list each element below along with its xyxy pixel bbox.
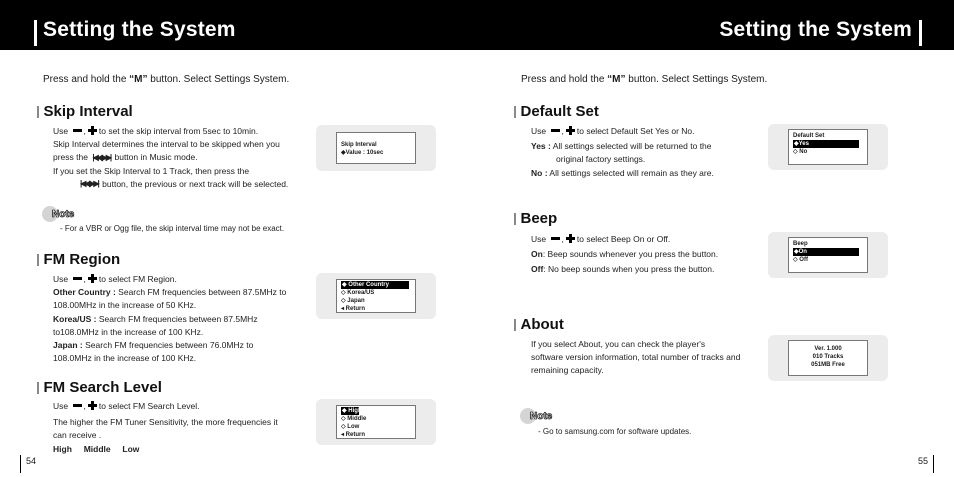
minus-icon <box>551 237 560 240</box>
plus-icon <box>88 401 97 410</box>
intro-text-after: button. Select Settings System. <box>147 74 290 85</box>
skip-interval-lcd: Skip Interval ◆Value : 10sec <box>336 132 416 164</box>
minus-icon <box>73 277 82 280</box>
left-intro <box>43 74 289 85</box>
default-set-body: Use , to select Default Set Yes or No. Yes : All settings selected will be returned to the original factory settings. No : All settings selected will remain as they are. <box>531 126 714 178</box>
fm-search-level-body: Use , to select FM Search Level. The higher the FM Tuner Sensitivity, the more frequencies it can receive . High Middle Low <box>53 401 278 454</box>
m-button-label: “M” <box>607 74 626 85</box>
about-heading: About <box>514 316 564 333</box>
skip-interval-heading: Skip Interval <box>37 103 133 120</box>
right-page-number: 55 <box>918 456 929 466</box>
beep-display-frame <box>768 232 888 278</box>
left-page-title: Setting the System <box>43 18 236 41</box>
left-header-accent <box>34 20 37 46</box>
plus-icon <box>566 126 575 135</box>
skip-interval-display-frame <box>316 125 436 171</box>
beep-heading: Beep <box>514 210 557 227</box>
fm-search-level-heading: FM Search Level <box>37 379 162 396</box>
minus-icon <box>551 129 560 132</box>
left-header-bar <box>0 0 477 50</box>
about-display-frame <box>768 335 888 381</box>
fm-region-heading: FM Region <box>37 251 120 268</box>
right-header-accent <box>919 20 922 46</box>
right-intro: Press and hold the “M” button. Select Settings System. <box>521 74 768 85</box>
fm-region-display-frame <box>316 273 436 319</box>
left-note-heading: Note <box>42 206 74 222</box>
intro-text: Press and hold the <box>43 74 130 85</box>
about-lcd: Ver. 1.000 010 Tracks 051MB Free <box>788 340 868 376</box>
fm-region-body: Use , to select FM Region. Other Country : Search FM frequencies between 87.5MHz to 108.00MHz in the increase of 50 KHz. Korea/US : Search FM frequencies between 87.5MHz to108.0MHz in the increase of 100 KHz. Japan : Search FM frequencies between 76.0MHz to 108.0MHz in the increase of 100 KHz. <box>53 274 287 364</box>
right-header-bar <box>477 0 954 50</box>
default-set-heading: Default Set <box>514 103 599 120</box>
minus-icon <box>73 404 82 407</box>
plus-icon <box>88 274 97 283</box>
right-page-rule <box>933 455 934 473</box>
left-page-number: 54 <box>26 456 37 466</box>
fm-search-level-lcd: ◆ High ◇ Middle ◇ Low ◂ Return <box>336 405 416 439</box>
right-note-text: - Go to samsung.com for software updates. <box>538 427 692 436</box>
about-body: If you select About, you can check the player's software version information, total number of tracks and remaining capacity. <box>531 339 741 376</box>
left-page-rule <box>20 455 21 473</box>
default-set-lcd: Default Set ◆Yes ◇ No <box>788 129 868 165</box>
m-button-label: “M” <box>129 74 148 85</box>
beep-body: Use , to select Beep On or Off. On: Beep sounds whenever you press the button. Off: No beep sounds when you press the button. <box>531 234 719 275</box>
plus-icon <box>566 234 575 243</box>
right-note-heading: Note <box>520 408 552 424</box>
fm-search-level-display-frame <box>316 399 436 445</box>
fm-region-lcd: ◆ Other Country ◇ Korea/US ◇ Japan ◂ Return <box>336 279 416 313</box>
skip-interval-body: Use , to set the skip interval from 5sec to 10min. Skip Interval determines the interval to be skipped when you press the |◀◀ , ▶▶| button in Music mode. If you set the Skip Interval to 1 Track, then press the |◀◀ , ▶▶| button, the previous or next track will be selected. <box>53 126 289 189</box>
left-note-text: - For a VBR or Ogg file, the skip interval time may not be exact. <box>60 224 285 233</box>
prev-next-icon: |◀◀ , ▶▶| <box>80 179 98 189</box>
right-page-title: Setting the System <box>719 18 912 41</box>
plus-icon <box>88 126 97 135</box>
beep-lcd: Beep ◆On ◇ Off <box>788 237 868 273</box>
minus-icon <box>73 129 82 132</box>
prev-next-icon: |◀◀ , ▶▶| <box>92 152 111 162</box>
default-set-display-frame <box>768 124 888 170</box>
